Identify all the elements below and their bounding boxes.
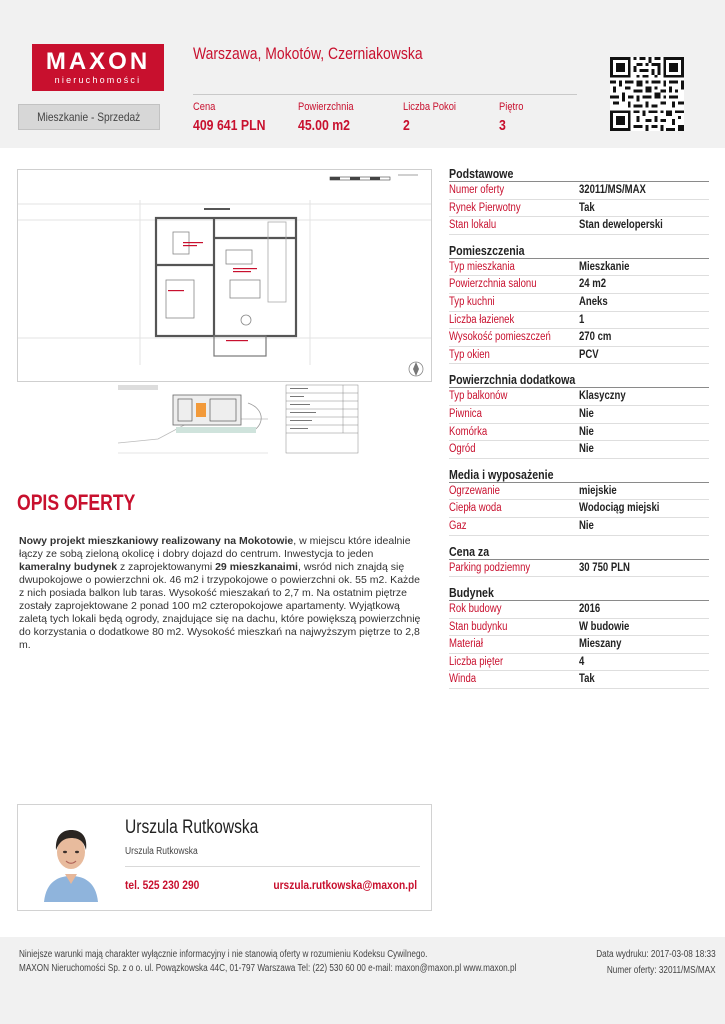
stat-label: Piętro — [499, 101, 524, 113]
description-text: Nowy projekt mieszkaniowy realizowany na Mokotowie, w miejscu które idealnie łączy ze sobą zieloną okolicę i dobry dojazd do centrum. Inwestycja to jeden kameralny budynek z zaprojektowanymi 29 mieszkanaimi, wsród nich znajdą się dwupokojowe o powierzchni ok. 46 m2 i trzypokojowe o powierzchni ok. 55 m2. Każde z nich posiada balkon lub taras. Wysokość mieszakań to 2,7 m. Na ostatnim piętrze zostały zaprojektowane 2 ponad 100 m2 czteropokojowe apartamenty. Wyjątkową zaletą tych lokali będą ogrody, znajdujące się na dachu, które powiększą powierzchnię do korzystania o dodatkowe 80 m2. Wysokość mieszkań na najwyższym piętrze to 2,8 m. — [19, 535, 421, 651]
param-row: Gaz Nie — [449, 518, 709, 536]
param-row: Wysokość pomieszczeń 270 cm — [449, 329, 709, 347]
footer-offer-number: Numer oferty: 32011/MS/MAX — [607, 965, 716, 976]
stat-value: 3 — [499, 117, 506, 134]
param-row: Powierzchnia salonu 24 m2 — [449, 276, 709, 294]
site-plan-drawing — [118, 383, 364, 461]
param-row: Ogrzewanie miejskie — [449, 483, 709, 501]
agent-email-link[interactable]: urszula.rutkowska@maxon.pl — [273, 878, 417, 892]
description-title: OPIS OFERTY — [17, 490, 136, 515]
qr-code-icon[interactable] — [610, 57, 684, 131]
agent-subtitle: Urszula Rutkowska — [125, 846, 198, 857]
floor-plan-drawing — [18, 170, 431, 381]
param-row: Komórka Nie — [449, 424, 709, 442]
param-row: Typ kuchni Aneks — [449, 294, 709, 312]
param-row: Materiał Mieszany — [449, 636, 709, 654]
agent-name: Urszula Rutkowska — [125, 817, 259, 838]
param-row: Liczba pięter 4 — [449, 654, 709, 672]
stat-label: Powierzchnia — [298, 101, 354, 113]
footer-disclaimer: Niniejsze warunki mają charakter wyłącznie informacyjny i nie stanowią oferty w rozumieniu Kodeksu Cywilnego. — [19, 949, 428, 960]
page-header — [0, 0, 725, 148]
property-address: Warszawa, Mokotów, Czerniakowska — [193, 44, 423, 63]
param-row: Liczba łazienek 1 — [449, 312, 709, 330]
param-row: Ogród Nie — [449, 441, 709, 459]
logo-main-text: MAXON — [45, 48, 151, 75]
stat-rooms — [403, 101, 465, 134]
agent-card — [17, 804, 432, 911]
param-row: Numer oferty 32011/MS/MAX — [449, 182, 709, 200]
logo-sub-text: nieruchomości — [54, 75, 142, 85]
header-divider — [193, 94, 577, 95]
param-row: Typ balkonów Klasyczny — [449, 388, 709, 406]
section-title-extra-area: Powierzchnia dodatkowa — [449, 372, 709, 388]
section-title-price-for: Cena za — [449, 544, 709, 560]
param-row: Parking podziemny 30 750 PLN — [449, 560, 709, 578]
stat-floor — [499, 101, 528, 134]
agent-avatar — [40, 818, 102, 902]
param-row: Piwnica Nie — [449, 406, 709, 424]
footer-company-info: MAXON Nieruchomości Sp. z o o. ul. Powązkowska 44C, 01-797 Warszawa Tel: (22) 530 60 00 e-mail: maxon@maxon.pl www.maxon.pl — [19, 963, 517, 974]
param-row: Winda Tak — [449, 671, 709, 689]
stat-label: Cena — [193, 101, 216, 113]
stat-label: Liczba Pokoi — [403, 101, 457, 113]
site-plan-image[interactable] — [118, 383, 364, 461]
stat-value: 2 — [403, 117, 410, 134]
param-row: Typ mieszkania Mieszkanie — [449, 259, 709, 277]
stat-area — [298, 101, 363, 134]
param-row: Ciepła woda Wodociąg miejski — [449, 500, 709, 518]
param-row: Rok budowy 2016 — [449, 601, 709, 619]
offer-type-badge: Mieszkanie - Sprzedaż — [18, 104, 160, 130]
floor-plan-image[interactable] — [17, 169, 432, 382]
stat-value: 409 641 PLN — [193, 117, 266, 134]
section-title-building: Budynek — [449, 585, 709, 601]
agent-phone-link[interactable]: tel. 525 230 290 — [125, 878, 200, 892]
stat-value: 45.00 m2 — [298, 117, 350, 134]
page-footer — [0, 937, 725, 1024]
scale-bar-icon — [330, 175, 418, 180]
footer-print-date: Data wydruku: 2017-03-08 18:33 — [596, 949, 716, 960]
section-title-media: Media i wyposażenie — [449, 467, 709, 483]
property-parameters — [449, 166, 709, 689]
param-row: Rynek Pierwotny Tak — [449, 200, 709, 218]
param-row: Stan lokalu Stan deweloperski — [449, 217, 709, 235]
section-title-rooms: Pomieszczenia — [449, 243, 709, 259]
stat-price — [193, 101, 281, 134]
agent-divider — [125, 866, 420, 867]
section-title-basic: Podstawowe — [449, 166, 709, 182]
maxon-logo[interactable] — [32, 44, 164, 91]
compass-icon — [409, 362, 423, 376]
param-row: Typ okien PCV — [449, 347, 709, 365]
param-row: Stan budynku W budowie — [449, 619, 709, 637]
